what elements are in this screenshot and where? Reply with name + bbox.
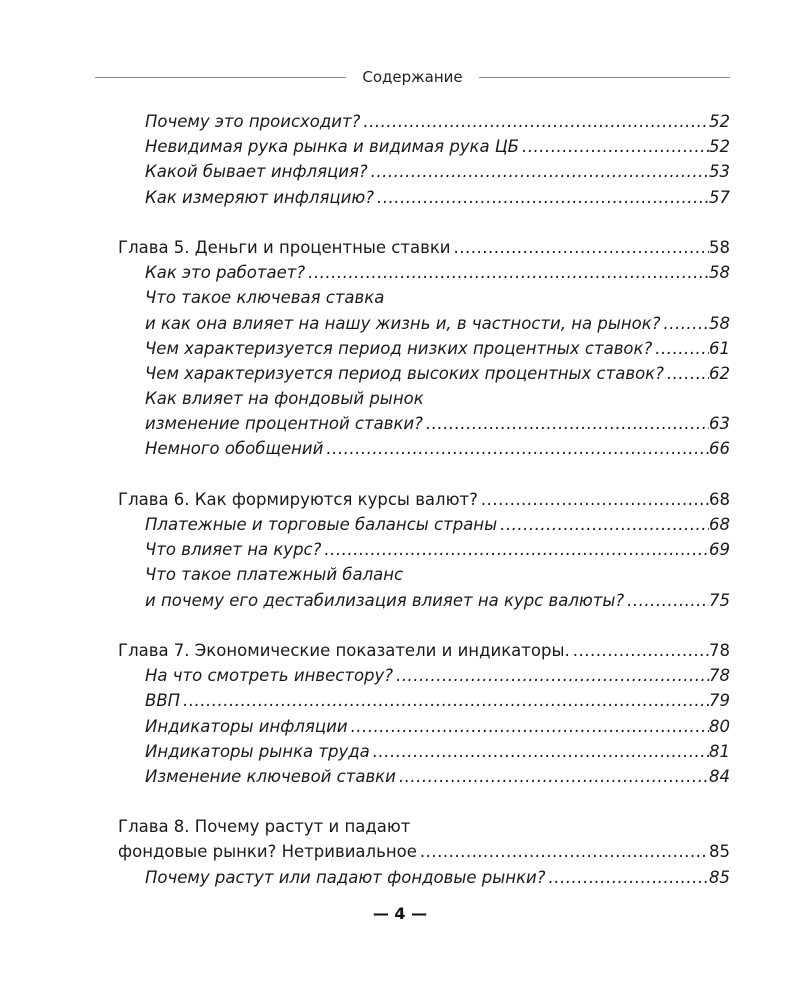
toc-section-entry[interactable] [118, 714, 730, 739]
section-spacer [118, 210, 730, 235]
toc-chapter-title: Глава 5. Деньги и процентные ставки [118, 237, 451, 257]
toc-chapter-entry[interactable] [118, 235, 730, 260]
toc-section-entry[interactable] [118, 159, 730, 184]
dot-leader [368, 159, 709, 184]
toc-section-entry[interactable] [118, 764, 730, 789]
toc-section-title: Чем характеризуется период высоких процентных ставок? [145, 363, 664, 383]
toc-page-number: 58 [709, 237, 730, 257]
toc-section-entry[interactable] [118, 512, 730, 537]
toc-page-number: 61 [709, 338, 730, 358]
toc-section-entry[interactable] [118, 865, 730, 890]
toc-page-number: 85 [709, 867, 730, 887]
toc-chapter-entry[interactable] [118, 814, 730, 839]
toc-chapter-title: Глава 8. Почему растут и падают [118, 817, 411, 837]
dot-leader [180, 688, 709, 713]
toc-section-entry[interactable] [118, 562, 730, 587]
toc-page-number: 58 [709, 313, 730, 333]
dot-leader [374, 185, 709, 210]
dot-leader [652, 336, 709, 361]
toc-section-title: и почему его дестабилизация влияет на курс валюты? [145, 590, 625, 610]
toc-section-entry[interactable] [118, 285, 730, 310]
toc-section-entry[interactable] [118, 739, 730, 764]
toc-chapter-title: Глава 6. Как формируются курсы валют? [118, 489, 478, 509]
toc-page-number: 78 [709, 666, 730, 686]
toc-section-title: Что такое ключевая ставка [145, 288, 385, 308]
toc-page-number: 58 [709, 263, 730, 283]
toc-chapter-entry[interactable] [118, 638, 730, 663]
toc-section-title: Чем характеризуется период низких процентных ставок? [145, 338, 653, 358]
toc-section-entry[interactable] [118, 663, 730, 688]
toc-section-title: Что такое платежный баланс [145, 565, 404, 585]
toc-section-title: ВВП [145, 691, 181, 711]
toc-page-number: 79 [709, 691, 730, 711]
toc-section-title: Что влияет на курс? [145, 540, 322, 560]
section-spacer [118, 613, 730, 638]
toc-section-title: Изменение ключевой ставки [145, 766, 396, 786]
toc-section-title: Немного обобщений [145, 439, 324, 459]
toc-section-title: Платежные и торговые балансы страны [145, 515, 498, 534]
section-spacer [118, 462, 730, 487]
toc-page-number: 84 [709, 766, 730, 786]
toc-section-entry[interactable] [118, 361, 730, 386]
toc-section-title: Как измеряют инфляцию? [145, 187, 374, 207]
toc-page-number: 66 [709, 439, 730, 459]
toc-page-number: 52 [709, 137, 730, 157]
toc-section-title: Как это работает? [145, 263, 306, 283]
header-rule-right [479, 77, 730, 78]
toc-section-entry[interactable] [118, 260, 730, 285]
toc-page-number: 75 [709, 590, 730, 610]
toc-page-number: 68 [709, 515, 730, 534]
toc-section-title: Индикаторы рынка труда [145, 741, 370, 761]
toc-page-number: 85 [709, 842, 730, 862]
header-rule-left [95, 77, 346, 78]
dot-leader [423, 411, 709, 436]
dot-leader [417, 839, 709, 864]
toc-section-entry[interactable] [118, 688, 730, 713]
toc-page-number: 81 [709, 741, 730, 761]
dot-leader [624, 588, 709, 613]
toc-section-title: Какой бывает инфляция? [145, 162, 368, 182]
dot-leader [519, 134, 709, 159]
dot-leader [478, 487, 709, 512]
dot-leader [393, 663, 709, 688]
toc-section-entry[interactable] [118, 537, 730, 562]
dot-leader [664, 361, 709, 386]
toc-section-title: Индикаторы инфляции [145, 716, 348, 736]
toc-page-number: 63 [709, 414, 730, 434]
toc-section-entry[interactable] [118, 386, 730, 411]
toc-section-entry[interactable] [118, 436, 730, 461]
toc-section-title: и как она влияет на нашу жизнь и, в частности, на рынок? [145, 313, 661, 333]
toc-section-entry[interactable] [118, 411, 730, 436]
toc-chapter-title: фондовые рынки? Нетривиальное [118, 842, 417, 862]
dot-leader [497, 512, 709, 537]
toc-page-number: 62 [709, 363, 730, 383]
toc-section-title: Как влияет на фондовый рынок [145, 389, 424, 409]
toc-page-number: 80 [709, 716, 730, 736]
toc-page-number: 52 [709, 112, 730, 131]
page-number: — 4 — [372, 904, 428, 923]
toc-section-entry[interactable] [118, 134, 730, 159]
toc-page-number: 57 [709, 187, 730, 207]
toc-chapter-entry[interactable] [118, 839, 730, 864]
toc-section-entry[interactable] [118, 185, 730, 210]
dot-leader [305, 260, 709, 285]
toc-page-number: 78 [709, 640, 730, 660]
toc-section-title: Невидимая рука рынка и видимая рука ЦБ [145, 137, 520, 157]
dot-leader [546, 865, 709, 890]
toc-page-number: 68 [709, 489, 730, 509]
dot-leader [321, 537, 709, 562]
dot-leader [323, 436, 709, 461]
toc-section-title: изменение процентной ставки? [145, 414, 423, 434]
toc-page-number: 53 [709, 162, 730, 182]
running-header-title: Содержание [362, 68, 463, 86]
dot-leader [370, 739, 709, 764]
toc-section-title: На что смотреть инвестору? [145, 666, 394, 686]
toc-page-number: 69 [709, 540, 730, 560]
running-header [95, 64, 730, 90]
section-spacer [118, 789, 730, 814]
toc-chapter-title: Глава 7. Экономические показатели и индикаторы. [118, 640, 570, 660]
dot-leader [570, 638, 709, 663]
toc-chapter-entry[interactable] [118, 487, 730, 512]
dot-leader [360, 109, 709, 134]
dot-leader [396, 764, 709, 789]
dot-leader [451, 235, 709, 260]
toc-section-title: Почему это происходит? [145, 112, 361, 131]
toc-section-entry[interactable] [118, 311, 730, 336]
toc-section-entry[interactable] [118, 109, 730, 134]
toc-section-title: Почему растут или падают фондовые рынки? [145, 867, 546, 887]
dot-leader [660, 311, 709, 336]
toc-section-entry[interactable] [118, 588, 730, 613]
table-of-contents [118, 109, 730, 890]
toc-section-entry[interactable] [118, 336, 730, 361]
dot-leader [348, 714, 709, 739]
